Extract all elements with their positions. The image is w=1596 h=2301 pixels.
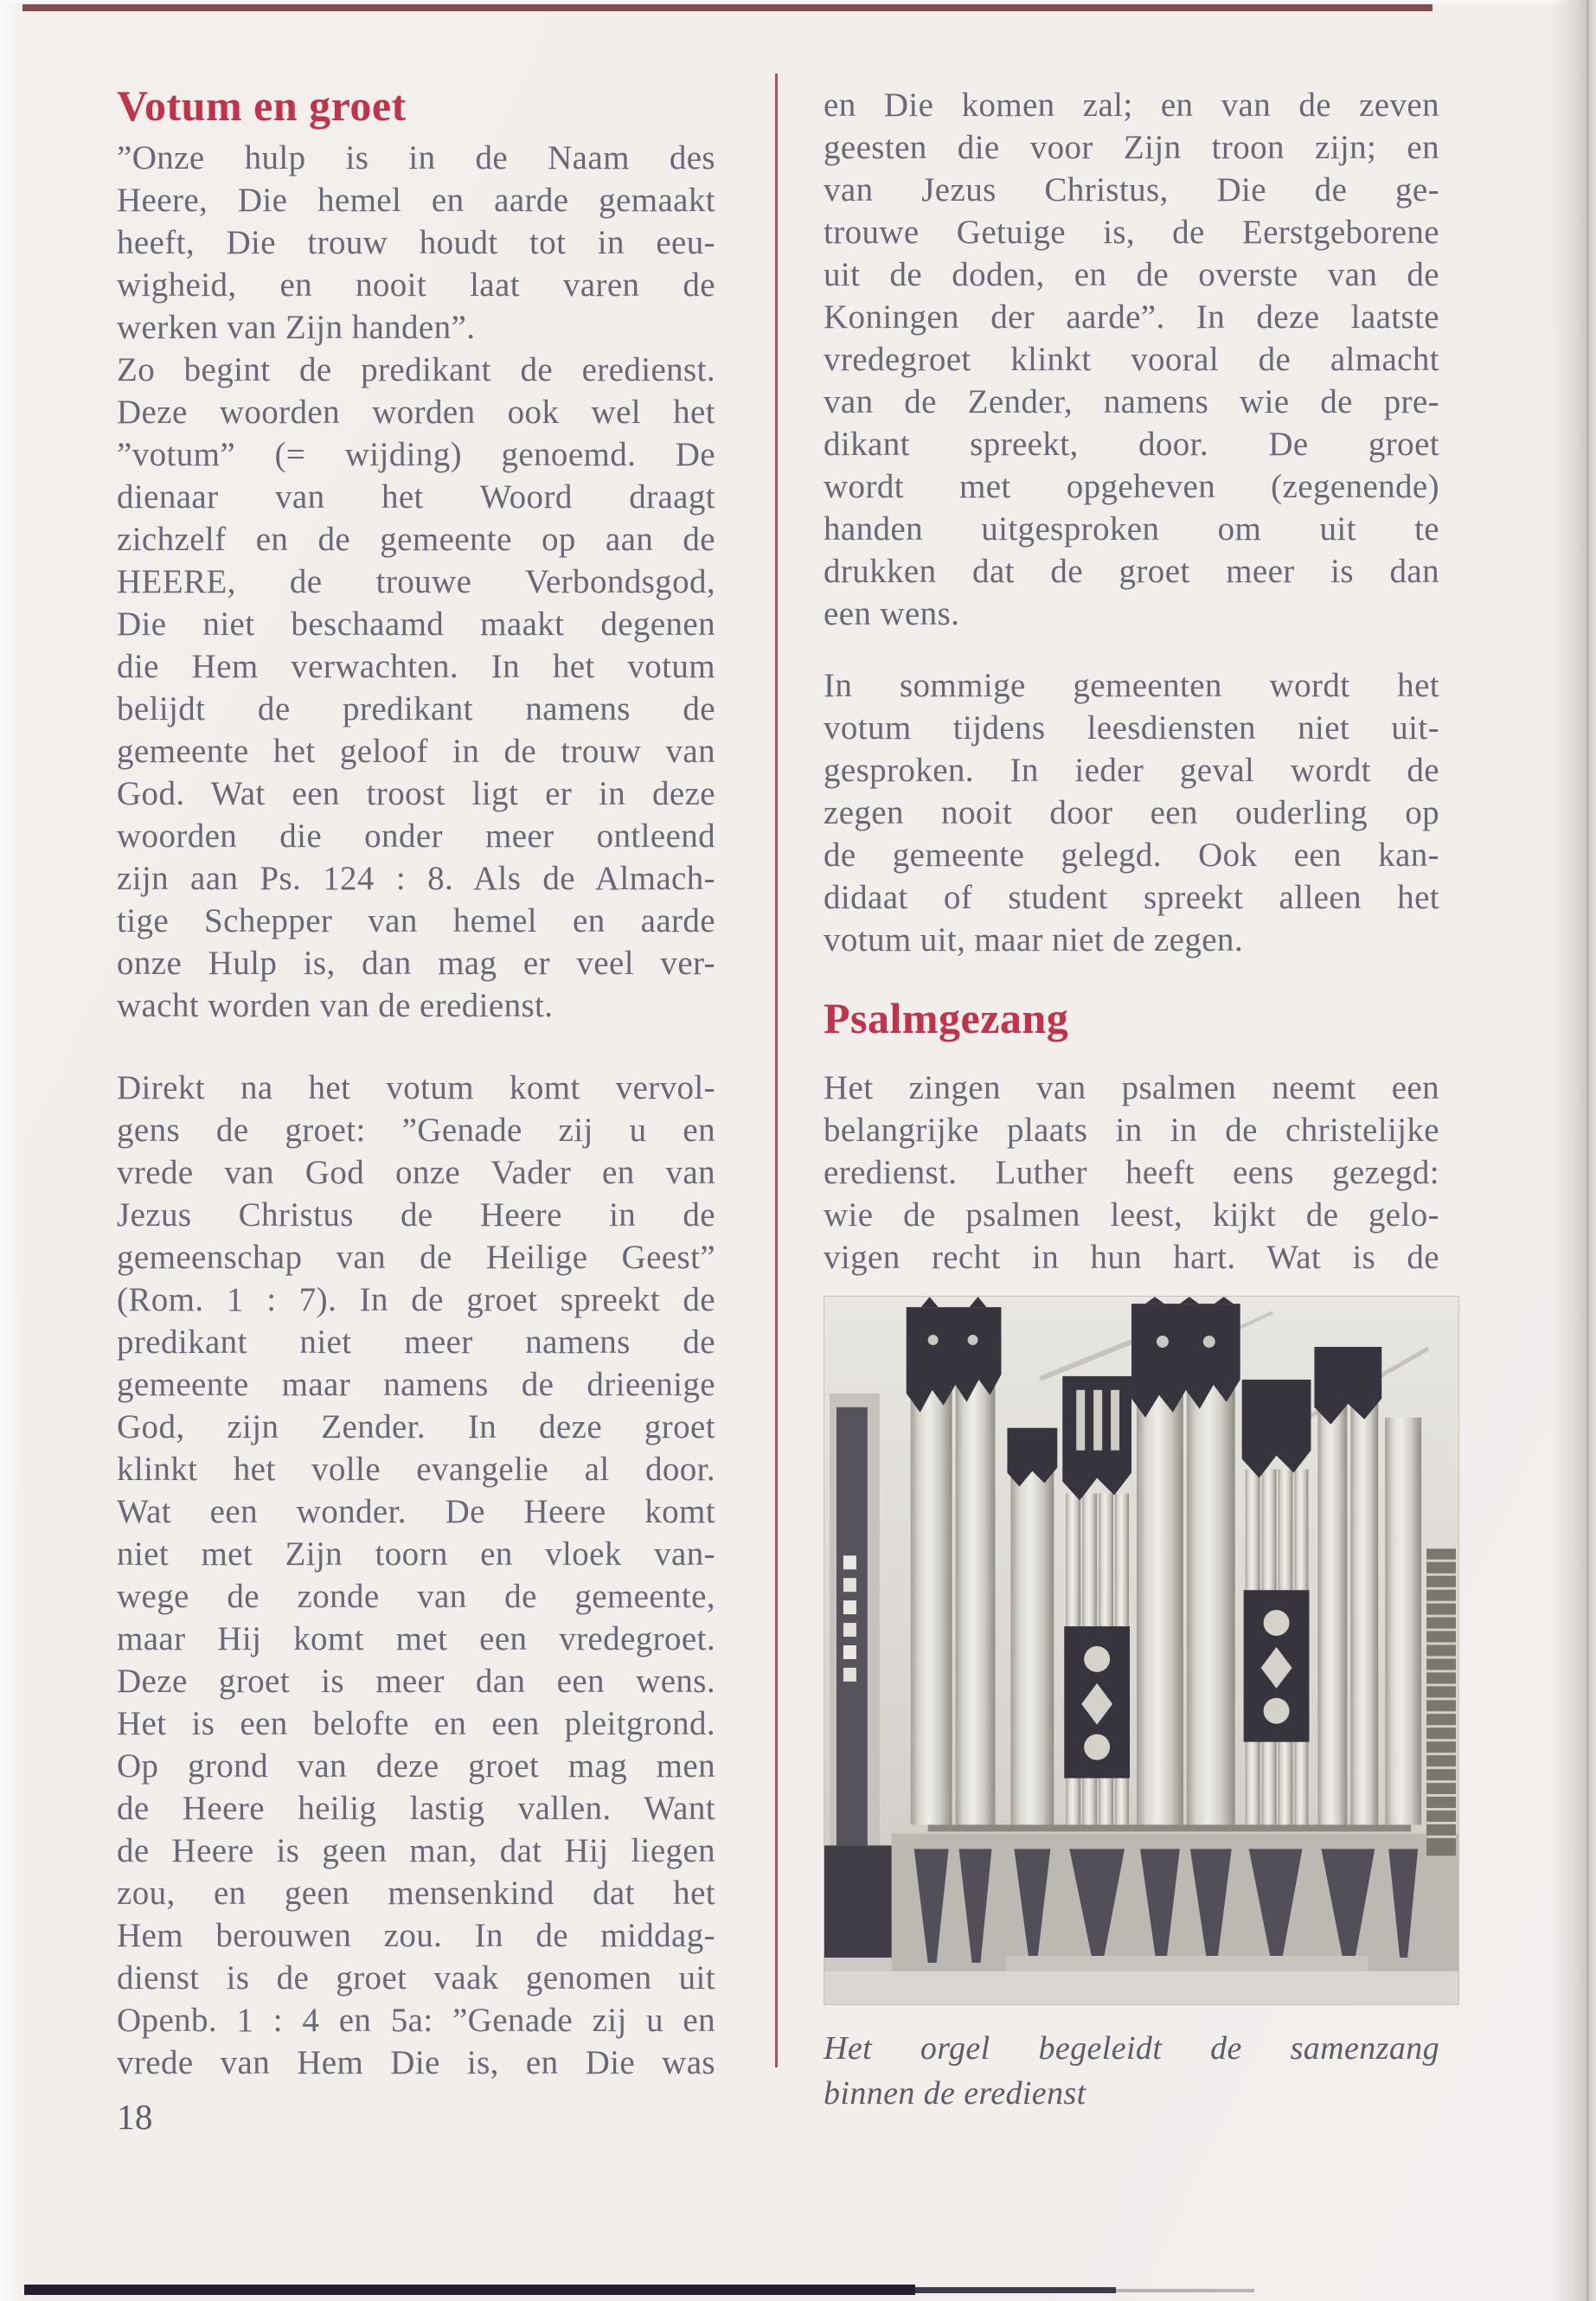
text-line: maar Hij komt met een vredegroet.: [117, 1620, 715, 1657]
text-line: van Jezus Christus, Die de ge-: [824, 171, 1439, 208]
text-line: geesten die voor Zijn troon zijn; en: [824, 129, 1439, 166]
scan-edge-left: [0, 0, 22, 2301]
paragraph: [824, 84, 1439, 635]
text-line: gens de groet: ”Genade zij u en: [117, 1112, 715, 1149]
text-line: drukken dat de groet meer is dan: [824, 553, 1439, 590]
text-line: gemeente het geloof in de trouw van: [117, 733, 715, 770]
text-line: wie de psalmen leest, kijkt de gelo-: [824, 1196, 1439, 1234]
text-line: Zo begint de predikant de eredienst.: [117, 351, 715, 388]
scan-edge-top: [0, 0, 1596, 3]
text-line: wigheid, en nooit laat varen de: [117, 266, 715, 304]
text-line: vrede van Hem Die is, en Die was: [117, 2044, 715, 2081]
scan-edge-right: [1551, 0, 1596, 2301]
text-line: binnen de eredienst: [824, 2075, 1086, 2112]
text-line: van de Zender, namens wie de pre-: [824, 383, 1439, 420]
text-line: onze Hulp is, dan mag er veel ver-: [117, 945, 715, 982]
text-line: Het orgel begeleidt de samenzang: [824, 2030, 1439, 2067]
text-line: de Heere is geen man, dat Hij liegen: [117, 1832, 715, 1869]
text-line: niet met Zijn toorn en vloek van-: [117, 1535, 715, 1573]
text-line: Hem berouwen zou. In de middag-: [117, 1917, 715, 1954]
text-line: gemeente maar namens de drieenige: [117, 1366, 715, 1403]
text-line: dienst is de groet vaak genomen uit: [117, 1959, 715, 1997]
text-line: God. Wat een troost ligt er in deze: [117, 775, 715, 812]
text-line: Koningen der aarde”. In deze laatste: [824, 298, 1439, 336]
text-line: ”votum” (= wijding) genoemd. De: [117, 436, 715, 473]
text-line: Deze groet is meer dan een wens.: [117, 1663, 715, 1700]
text-line: Heere, Die hemel en aarde gemaakt: [117, 182, 715, 219]
text-line: die Hem verwachten. In het votum: [117, 648, 715, 685]
scan-edge-right-line: [1586, 0, 1589, 2301]
text-line: heeft, Die trouw houdt tot in eeu-: [117, 224, 715, 261]
column-divider: [775, 74, 778, 2067]
text-line: klinkt het volle evangelie al door.: [117, 1451, 715, 1488]
text-line: HEERE, de trouwe Verbondsgod,: [117, 563, 715, 600]
text-line: God, zijn Zender. In deze groet: [117, 1408, 715, 1445]
page-bottom-rule: [24, 2285, 915, 2295]
text-line: de gemeente gelegd. Ook een kan-: [824, 836, 1439, 874]
paragraph: [824, 664, 1439, 961]
text-line: vredegroet klinkt vooral de almacht: [824, 341, 1439, 378]
text-line: wordt met opgeheven (zegenende): [824, 468, 1439, 505]
text-line: Jezus Christus de Heere in de: [117, 1196, 715, 1234]
text-line: uit de doden, en de overste van de: [824, 256, 1439, 293]
paragraph: [117, 137, 715, 1027]
text-line: Deze woorden worden ook wel het: [117, 394, 715, 431]
text-line: belijdt de predikant namens de: [117, 690, 715, 727]
text-line: votum tijdens leesdiensten niet uit-: [824, 709, 1439, 747]
text-line: didaat of student spreekt alleen het: [824, 879, 1439, 916]
paragraph: [117, 1067, 715, 2084]
text-line: vigen recht in hun hart. Wat is de: [824, 1239, 1439, 1276]
section-heading-votum: Votum en groet: [117, 81, 407, 130]
text-line: (Rom. 1 : 7). In de groet spreekt de: [117, 1281, 715, 1318]
text-line: dikant spreekt, door. De groet: [824, 426, 1439, 463]
text-line: Op grond van deze groet mag men: [117, 1747, 715, 1785]
left-column: [117, 80, 715, 2138]
page-bottom-rule-thin: [915, 2287, 1116, 2293]
text-line: ”Onze hulp is in de Naam des: [117, 139, 715, 176]
text-line: de Heere heilig lastig vallen. Want: [117, 1790, 715, 1827]
text-line: werken van Zijn handen”.: [117, 309, 476, 346]
text-line: Die niet beschaamd maakt degenen: [117, 606, 715, 643]
text-line: gemeenschap van de Heilige Geest”: [117, 1239, 715, 1276]
text-line: en Die komen zal; en van de zeven: [824, 87, 1439, 124]
right-column: [824, 84, 1439, 2116]
text-line: Direkt na het votum komt vervol-: [117, 1069, 715, 1106]
text-line: wege de zonde van de gemeente,: [117, 1578, 715, 1615]
text-line: handen uitgesproken om uit te: [824, 510, 1439, 548]
organ-photo: [824, 1296, 1459, 2005]
text-line: Het is een belofte en een pleitgrond.: [117, 1705, 715, 1742]
text-line: een wens.: [824, 595, 960, 632]
text-line: Openb. 1 : 4 en 5a: ”Genade zij u en: [117, 2002, 715, 2039]
page-top-rule: [22, 4, 1433, 11]
organ-pipes-illustration: [824, 1296, 1459, 2005]
paragraph: [824, 1067, 1439, 1279]
text-line: gesproken. In ieder geval wordt de: [824, 752, 1439, 789]
text-line: Wat een wonder. De Heere komt: [117, 1493, 715, 1530]
text-line: vrede van God onze Vader en van: [117, 1154, 715, 1191]
text-line: dienaar van het Woord draagt: [117, 478, 715, 516]
section-heading-psalmgezang: Psalmgezang: [824, 994, 1069, 1042]
text-line: eredienst. Luther heeft eens gezegd:: [824, 1154, 1439, 1191]
text-line: trouwe Getuige is, de Eerstgeborene: [824, 214, 1439, 251]
text-line: votum uit, maar niet de zegen.: [824, 921, 1243, 958]
text-line: zegen nooit door een ouderling op: [824, 794, 1439, 831]
page-number: 18: [117, 2097, 153, 2137]
text-line: zichzelf en de gemeente op aan de: [117, 521, 715, 558]
text-line: tige Schepper van hemel en aarde: [117, 902, 715, 939]
page-bottom-rule-faint: [1116, 2289, 1254, 2292]
text-line: wacht worden van de eredienst.: [117, 987, 554, 1024]
text-line: zijn aan Ps. 124 : 8. Als de Almach-: [117, 860, 715, 897]
text-line: woorden die onder meer ontleend: [117, 817, 715, 855]
text-line: belangrijke plaats in in de christelijke: [824, 1112, 1439, 1149]
text-line: predikant niet meer namens de: [117, 1324, 715, 1361]
text-line: zou, en geen mensenkind dat het: [117, 1875, 715, 1912]
text-line: In sommige gemeenten wordt het: [824, 667, 1439, 704]
photo-caption: [824, 2026, 1439, 2116]
text-line: Het zingen van psalmen neemt een: [824, 1069, 1439, 1106]
